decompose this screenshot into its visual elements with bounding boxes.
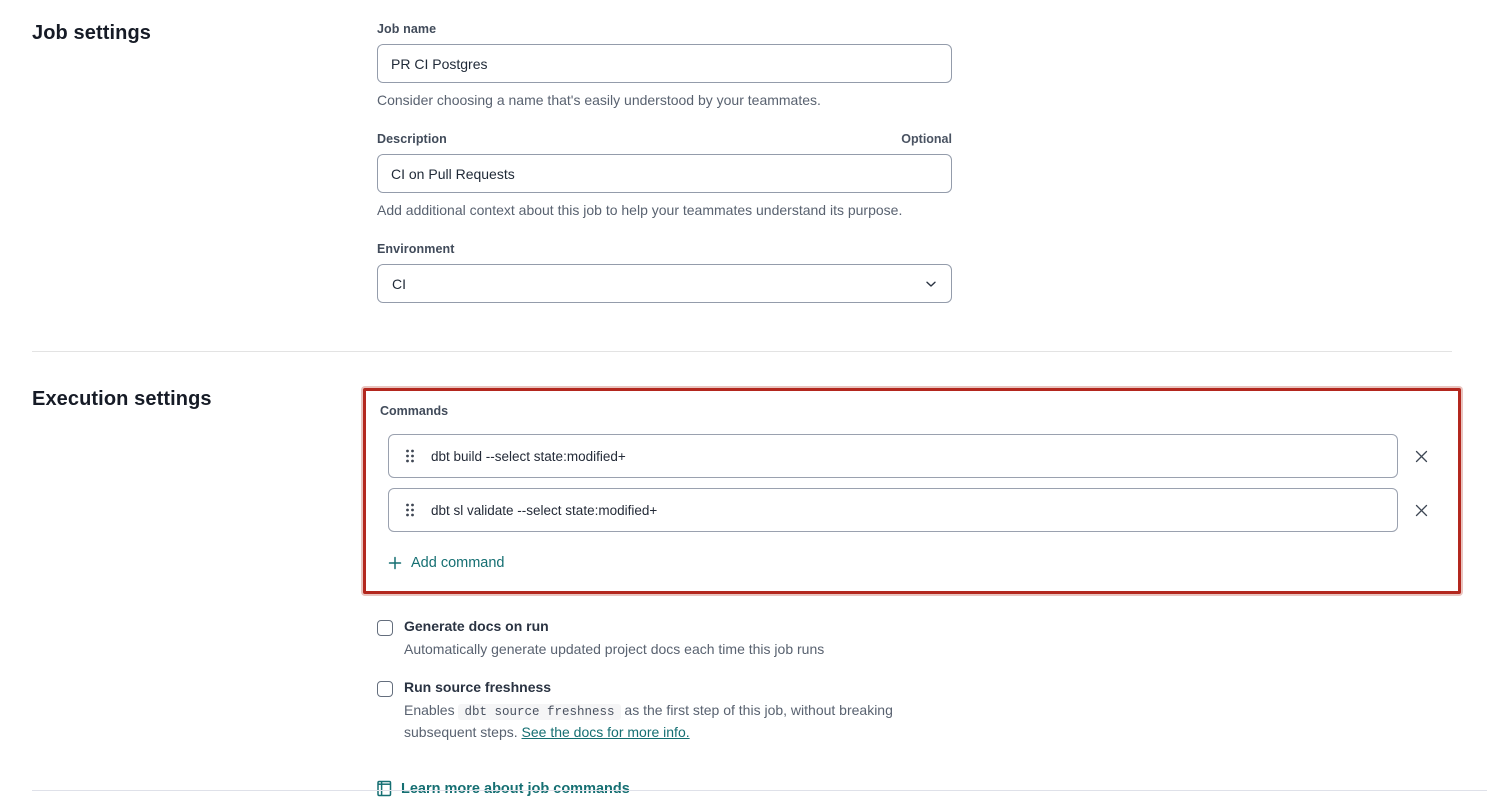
command-input-1[interactable] — [388, 434, 1398, 478]
generate-docs-description: Automatically generate updated project docs each time this job runs — [404, 641, 825, 657]
command-row — [388, 434, 1444, 478]
learn-more-link[interactable] — [377, 780, 630, 797]
command-row — [388, 488, 1444, 532]
remove-command-button[interactable] — [1398, 434, 1444, 478]
run-source-freshness-checkbox[interactable] — [377, 681, 393, 697]
see-docs-link[interactable]: See the docs for more info. — [521, 724, 690, 740]
close-icon — [1414, 449, 1429, 464]
run-source-freshness-description — [404, 700, 949, 742]
chevron-down-icon — [925, 280, 937, 288]
add-command-label: Add command — [411, 555, 505, 571]
execution-options — [377, 618, 952, 742]
environment-select[interactable] — [377, 264, 952, 303]
commands-label: Commands — [380, 404, 449, 418]
job-name-helper: Consider choosing a name that's easily understood by your teammates. — [377, 92, 821, 108]
job-name-field-group — [377, 22, 952, 108]
description-helper: Add additional context about this job to help your teammates understand its purpose. — [377, 202, 903, 218]
freshness-desc-prefix: Enables — [404, 702, 455, 718]
job-settings-heading: Job settings — [32, 22, 151, 44]
book-icon — [377, 780, 392, 797]
add-command-button[interactable] — [388, 555, 505, 571]
environment-label: Environment — [377, 242, 455, 256]
commands-highlight-box — [363, 388, 1461, 594]
command-input-2[interactable] — [388, 488, 1398, 532]
generate-docs-row — [377, 618, 952, 659]
command-text: dbt build --select state:modified+ — [431, 448, 626, 464]
remove-command-button[interactable] — [1398, 488, 1444, 532]
bottom-divider — [32, 790, 1487, 791]
description-field-group — [377, 132, 952, 218]
job-name-input[interactable] — [377, 44, 952, 83]
environment-selected-value: CI — [392, 275, 406, 292]
drag-handle-icon[interactable] — [403, 448, 417, 464]
description-optional-tag: Optional — [901, 132, 952, 146]
job-settings-section — [0, 0, 1487, 303]
learn-more-label: Learn more about job commands — [401, 780, 630, 797]
command-text: dbt sl validate --select state:modified+ — [431, 502, 658, 518]
description-label: Description — [377, 132, 447, 146]
execution-settings-section — [0, 352, 1487, 802]
generate-docs-label: Generate docs on run — [404, 618, 549, 634]
description-input[interactable] — [377, 154, 952, 193]
freshness-desc-suffix: as the first step of this job, without breaking subsequent steps. — [404, 702, 893, 740]
drag-handle-icon[interactable] — [403, 502, 417, 518]
run-source-freshness-label: Run source freshness — [404, 679, 552, 695]
execution-settings-heading: Execution settings — [32, 388, 212, 410]
close-icon — [1414, 503, 1429, 518]
plus-icon — [388, 556, 402, 570]
run-source-freshness-row — [377, 679, 952, 742]
generate-docs-checkbox[interactable] — [377, 620, 393, 636]
job-name-label: Job name — [377, 22, 437, 36]
freshness-code-chip: dbt source freshness — [458, 704, 620, 720]
environment-field-group — [377, 242, 952, 303]
